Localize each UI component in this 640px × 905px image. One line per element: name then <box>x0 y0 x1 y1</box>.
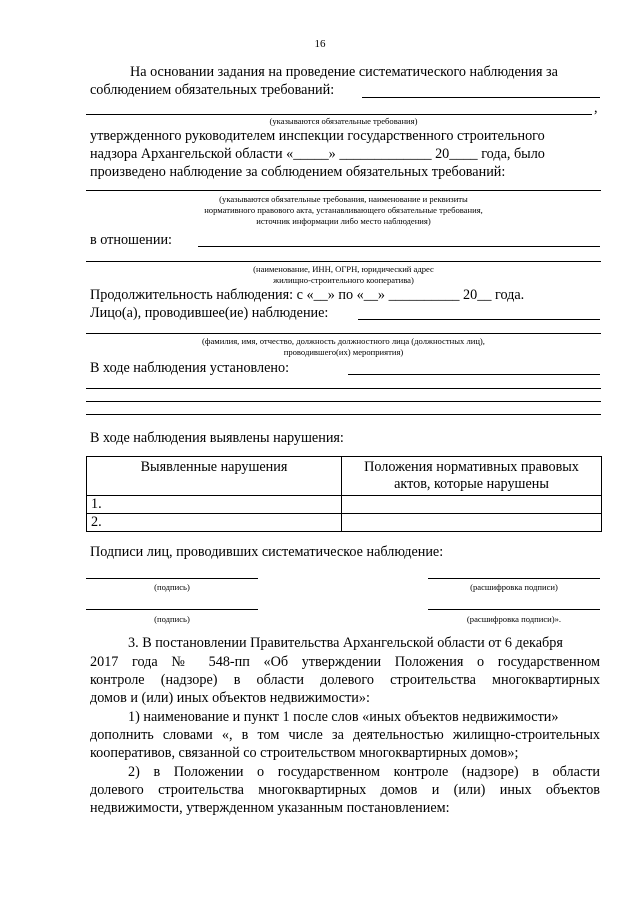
signature-caption-2: (подпись) <box>154 614 190 624</box>
decode-line-2 <box>428 609 600 610</box>
table-row <box>87 496 602 514</box>
provision-cell[interactable] <box>342 514 602 532</box>
established-blank-line-4 <box>86 414 601 415</box>
violations-table-header <box>87 457 602 496</box>
provision-cell[interactable] <box>342 496 602 514</box>
observer-caption-1: (фамилия, имя, отчество, должность должностного лица (должностных лиц), <box>202 336 485 346</box>
signature-line-2 <box>86 609 258 610</box>
established-label: В ходе наблюдения установлено: <box>90 360 290 376</box>
violations-table <box>86 456 602 532</box>
sub2-line-3: недвижимости, утвержденном указанным постановлением: <box>90 800 450 816</box>
duration-text: Продолжительность наблюдения: с «__» по «__» __________ 20__ года. <box>90 287 525 303</box>
established-blank-line <box>348 374 600 375</box>
regarding-caption-1: (наименование, ИНН, ОГРН, юридический адрес <box>253 264 434 274</box>
sub1-line-2: дополнить словами «, в том числе за деятельностью жилищно-строительных <box>90 727 600 743</box>
sub1-line-1: 1) наименование и пункт 1 после слов «иных объектов недвижимости» <box>128 709 559 725</box>
observer-label: Лицо(а), проводившее(ие) наблюдение: <box>90 305 329 321</box>
intro-comma: , <box>594 100 598 116</box>
requirements-blank-line <box>362 97 600 98</box>
requirements-detail-caption-2: нормативного правового акта, устанавливающего обязательные требования, <box>204 205 483 215</box>
violation-cell[interactable]: 1. <box>87 496 342 514</box>
page-number: 16 <box>314 38 326 50</box>
item3-line-1: 3. В постановлении Правительства Архангельской области от 6 декабря <box>128 635 563 651</box>
provisions-col-header-line-1: Положения нормативных правовых <box>364 459 579 475</box>
regarding-caption-2: жилищно-строительного кооператива) <box>273 275 414 285</box>
provisions-col-header-line-2: актов, которые нарушены <box>394 476 549 492</box>
intro-line-2: соблюдением обязательных требований: <box>90 82 335 98</box>
signatures-label: Подписи лиц, проводивших систематическое наблюдение: <box>90 544 444 560</box>
sub2-line-1: 2) в Положении о государственном контроле (надзоре) в области <box>128 764 600 780</box>
approval-line-1: утвержденного руководителем инспекции государственного строительного <box>90 128 545 144</box>
violations-label: В ходе наблюдения выявлены нарушения: <box>90 430 344 446</box>
sub2-line-2: долевого строительства многоквартирных домов и (или) иных объектов <box>90 782 600 798</box>
regarding-label: в отношении: <box>90 232 172 248</box>
sub1-line-3: кооперативов, связанной со строительством многоквартирных домов»; <box>90 745 519 761</box>
requirements-blank-line-2 <box>86 114 592 115</box>
approval-line-3: произведено наблюдение за соблюдением обязательных требований: <box>90 164 506 180</box>
regarding-blank-line-2 <box>86 261 601 262</box>
item3-line-3: контроле (надзоре) в области долевого строительства многоквартирных <box>90 672 600 688</box>
observer-blank-line <box>358 319 600 320</box>
signature-caption-1: (подпись) <box>154 582 190 592</box>
requirements-caption: (указываются обязательные требования) <box>269 116 418 126</box>
decode-line-1 <box>428 578 600 579</box>
provisions-col-header <box>342 457 602 496</box>
requirements-detail-caption-1: (указываются обязательные требования, наименование и реквизиты <box>219 194 468 204</box>
table-row <box>87 514 602 532</box>
item3-line-4: домов и (или) иных объектов недвижимости»: <box>90 690 370 706</box>
observer-caption-2: проводившего(их) мероприятия) <box>283 347 404 357</box>
requirements-detail-line <box>86 190 601 191</box>
decode-caption-1: (расшифровка подписи) <box>470 582 558 592</box>
requirements-detail-caption-3: источник информации либо место наблюдения) <box>256 216 431 226</box>
approval-line-2: надзора Архангельской области «_____» _____________ 20____ года, было <box>90 146 545 162</box>
item3-line-2: 2017 года № 548-пп «Об утверждении Положения о государственном <box>90 654 600 670</box>
intro-line-1: На основании задания на проведение систематического наблюдения за <box>130 64 558 80</box>
observer-blank-line-2 <box>86 333 601 334</box>
regarding-blank-line <box>198 246 600 247</box>
violation-cell[interactable]: 2. <box>87 514 342 532</box>
signature-line-1 <box>86 578 258 579</box>
violations-col-header: Выявленные нарушения <box>87 457 342 496</box>
established-blank-line-2 <box>86 388 601 389</box>
decode-caption-2: (расшифровка подписи)». <box>466 614 562 624</box>
established-blank-line-3 <box>86 401 601 402</box>
